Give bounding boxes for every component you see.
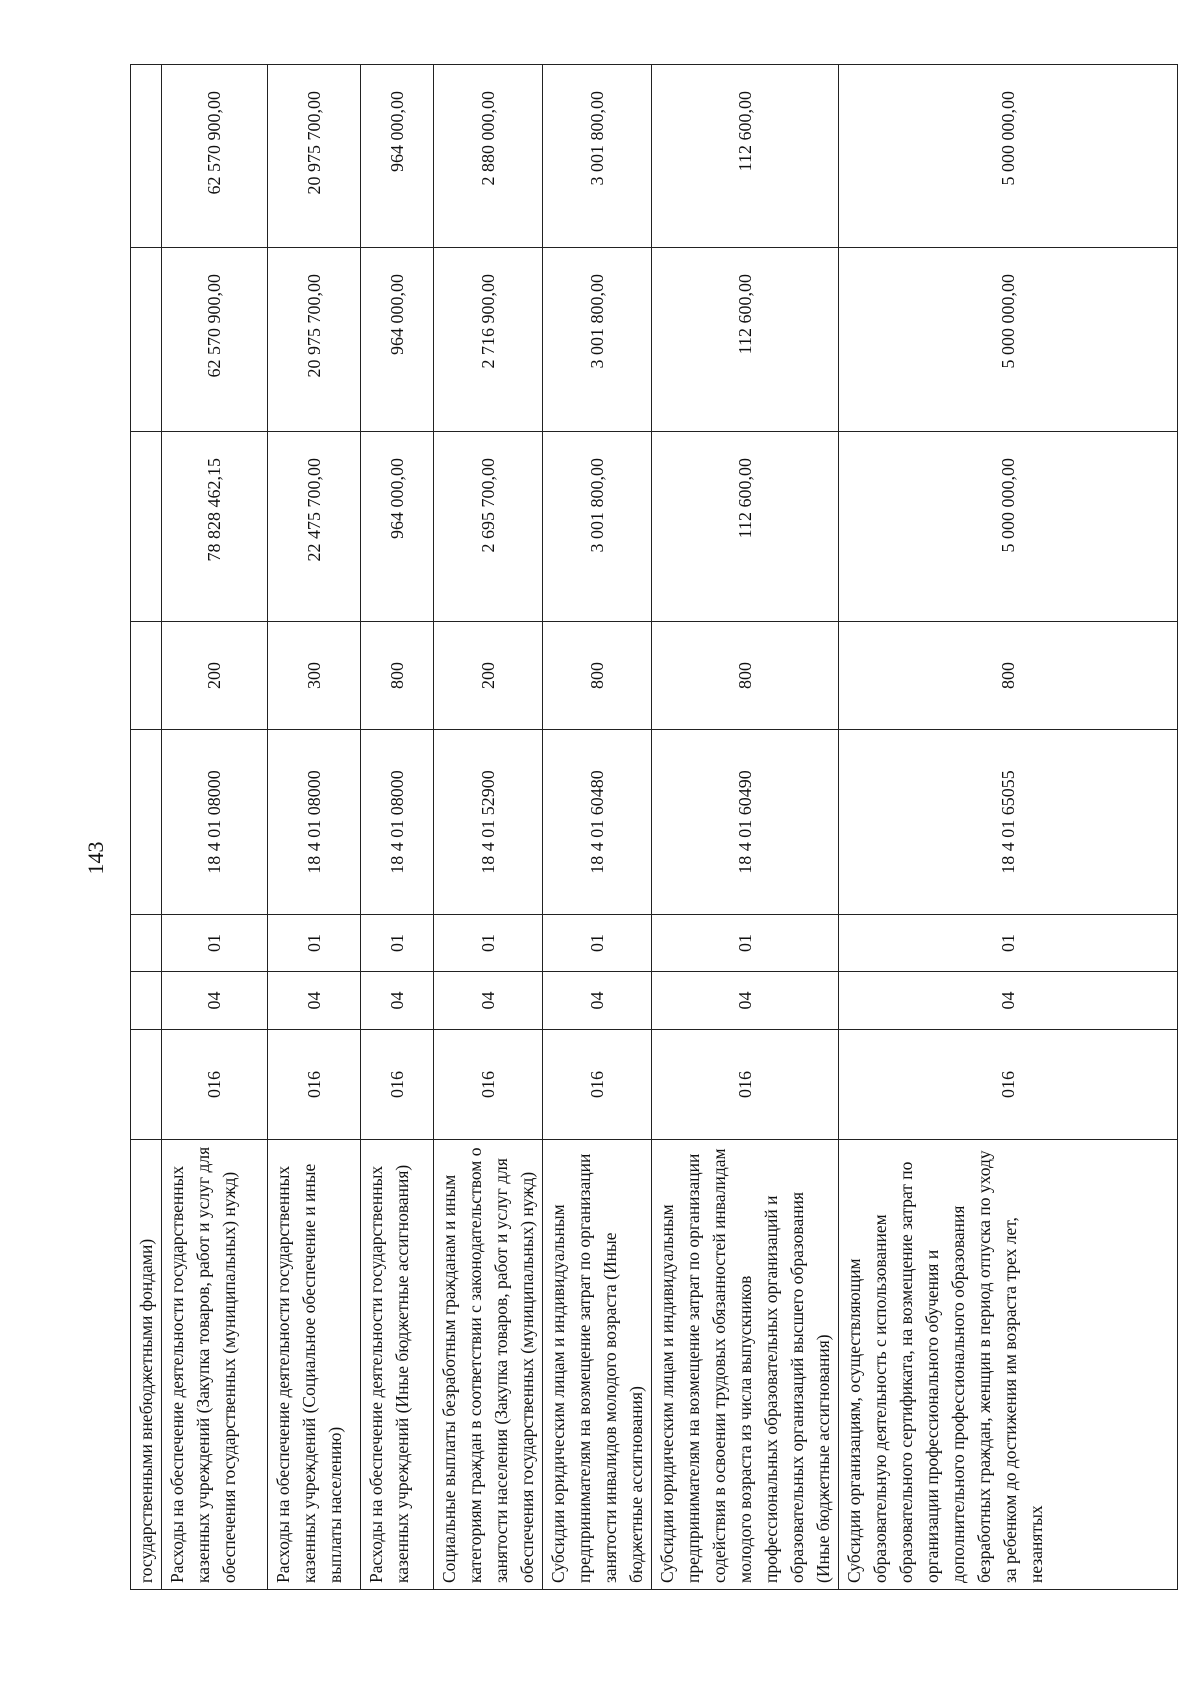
- amount-year2-cell: 5 000 000,00: [839, 248, 1178, 432]
- amount-year1-cell: 2 695 700,00: [434, 432, 543, 622]
- rotated-table-container: [130, 65, 1160, 1590]
- amount-year2-cell: 2 716 900,00: [434, 248, 543, 432]
- amount-year3-cell: 964 000,00: [361, 65, 434, 248]
- amount-year2-cell: 112 600,00: [652, 248, 839, 432]
- table-row: [543, 65, 652, 1590]
- table-row: [361, 65, 434, 1590]
- description-cell: Субсидии организациям, осуществляющим образовательную деятельность с использованием образовательного сертификата, на возмещение затрат по организации профессионального обучения и дополнительного профессионального образования безработных граждан, женщин в период отпуска по уходу за ребенком до достижения им возраста трех лет, незанятых: [839, 1140, 1178, 1590]
- ministry-code-cell: 016: [162, 1030, 268, 1140]
- ministry-code-cell: 016: [434, 1030, 543, 1140]
- amount-year1-cell: 3 001 800,00: [543, 432, 652, 622]
- section-code-cell: [131, 972, 162, 1030]
- amount-year2-cell: 964 000,00: [361, 248, 434, 432]
- amount-year3-cell: [131, 65, 162, 248]
- expense-type-cell: 300: [268, 622, 361, 730]
- amount-year2-cell: [131, 248, 162, 432]
- table-row: [131, 65, 162, 1590]
- subsection-code-cell: [131, 915, 162, 972]
- subsection-code-cell: 01: [434, 915, 543, 972]
- target-article-cell: 18 4 01 08000: [162, 730, 268, 915]
- amount-year1-cell: [131, 432, 162, 622]
- target-article-cell: 18 4 01 65055: [839, 730, 1178, 915]
- amount-year1-cell: 112 600,00: [652, 432, 839, 622]
- amount-year3-cell: 112 600,00: [652, 65, 839, 248]
- description-cell: Расходы на обеспечение деятельности государственных казенных учреждений (Закупка товаров, работ и услуг для обеспечения государственных (муниципальных) нужд): [162, 1140, 268, 1590]
- description-cell: Социальные выплаты безработным гражданам и иным категориям граждан в соответствии с законодательством о занятости населения (Закупка товаров, работ и услуг для обеспечения государственных (муниципальных) нужд): [434, 1140, 543, 1590]
- section-code-cell: 04: [652, 972, 839, 1030]
- ministry-code-cell: 016: [268, 1030, 361, 1140]
- page-number: 143: [83, 841, 108, 875]
- description-cell: Расходы на обеспечение деятельности государственных казенных учреждений (Иные бюджетные ассигнования): [361, 1140, 434, 1590]
- target-article-cell: 18 4 01 08000: [268, 730, 361, 915]
- target-article-cell: 18 4 01 08000: [361, 730, 434, 915]
- table-row: [162, 65, 268, 1590]
- amount-year3-cell: 3 001 800,00: [543, 65, 652, 248]
- ministry-code-cell: 016: [652, 1030, 839, 1140]
- expense-type-cell: 200: [162, 622, 268, 730]
- table-row: [268, 65, 361, 1590]
- target-article-cell: 18 4 01 60490: [652, 730, 839, 915]
- amount-year1-cell: 5 000 000,00: [839, 432, 1178, 622]
- target-article-cell: [131, 730, 162, 915]
- table-row: [434, 65, 543, 1590]
- target-article-cell: 18 4 01 52900: [434, 730, 543, 915]
- amount-year2-cell: 3 001 800,00: [543, 248, 652, 432]
- table-row: [839, 65, 1178, 1590]
- ministry-code-cell: [131, 1030, 162, 1140]
- expense-type-cell: 800: [839, 622, 1178, 730]
- expense-type-cell: 800: [652, 622, 839, 730]
- ministry-code-cell: 016: [361, 1030, 434, 1140]
- expense-type-cell: [131, 622, 162, 730]
- amount-year3-cell: 5 000 000,00: [839, 65, 1178, 248]
- amount-year1-cell: 22 475 700,00: [268, 432, 361, 622]
- budget-table: [130, 64, 1178, 1590]
- subsection-code-cell: 01: [361, 915, 434, 972]
- subsection-code-cell: 01: [543, 915, 652, 972]
- description-cell: Субсидии юридическим лицам и индивидуальным предпринимателям на возмещение затрат по организации содействия в освоении трудовых обязанностей инвалидам молодого возраста из числа выпускников профессиональных образовательных организаций и образовательных организаций высшего образования (Иные бюджетные ассигнования): [652, 1140, 839, 1590]
- amount-year2-cell: 20 975 700,00: [268, 248, 361, 432]
- description-cell: государственными внебюджетными фондами): [131, 1140, 162, 1590]
- target-article-cell: 18 4 01 60480: [543, 730, 652, 915]
- section-code-cell: 04: [268, 972, 361, 1030]
- subsection-code-cell: 01: [162, 915, 268, 972]
- amount-year1-cell: 78 828 462,15: [162, 432, 268, 622]
- amount-year3-cell: 2 880 000,00: [434, 65, 543, 248]
- expense-type-cell: 800: [543, 622, 652, 730]
- section-code-cell: 04: [839, 972, 1178, 1030]
- section-code-cell: 04: [361, 972, 434, 1030]
- amount-year2-cell: 62 570 900,00: [162, 248, 268, 432]
- ministry-code-cell: 016: [543, 1030, 652, 1140]
- expense-type-cell: 200: [434, 622, 543, 730]
- amount-year1-cell: 964 000,00: [361, 432, 434, 622]
- table-body: [131, 65, 1178, 1590]
- section-code-cell: 04: [543, 972, 652, 1030]
- expense-type-cell: 800: [361, 622, 434, 730]
- subsection-code-cell: 01: [652, 915, 839, 972]
- description-cell: Расходы на обеспечение деятельности государственных казенных учреждений (Социальное обеспечение и иные выплаты населению): [268, 1140, 361, 1590]
- section-code-cell: 04: [434, 972, 543, 1030]
- amount-year3-cell: 62 570 900,00: [162, 65, 268, 248]
- table-row: [652, 65, 839, 1590]
- description-cell: Субсидии юридическим лицам и индивидуальным предпринимателям на возмещение затрат по организации занятости инвалидов молодого возраста (Иные бюджетные ассигнования): [543, 1140, 652, 1590]
- subsection-code-cell: 01: [268, 915, 361, 972]
- amount-year3-cell: 20 975 700,00: [268, 65, 361, 248]
- section-code-cell: 04: [162, 972, 268, 1030]
- subsection-code-cell: 01: [839, 915, 1178, 972]
- ministry-code-cell: 016: [839, 1030, 1178, 1140]
